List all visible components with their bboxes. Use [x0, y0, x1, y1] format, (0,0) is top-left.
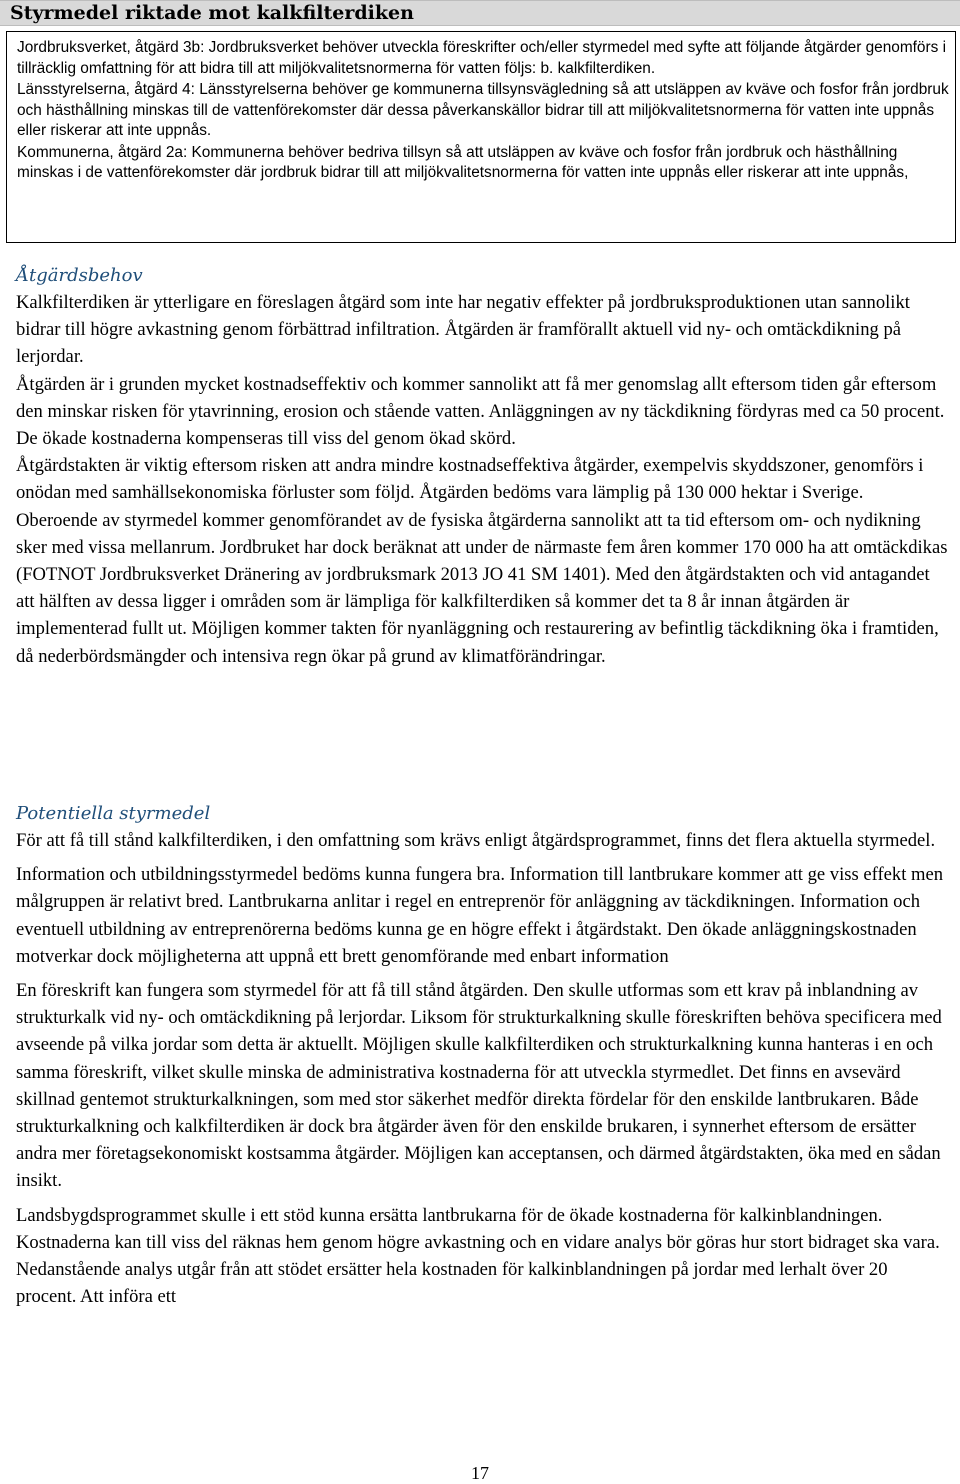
- page-title: Styrmedel riktade mot kalkfilterdiken: [10, 2, 414, 24]
- page-number: 17: [471, 1463, 489, 1483]
- heading-atgardsbehov: Åtgärdsbehov: [16, 265, 143, 286]
- body-paragraph: Åtgärden är i grunden mycket kostnadseffektiv och kommer sannolikt att få mer genomslag allt eftersom tiden går eftersom den minskar risken för ytavrinning, erosion och stående vatten. Anläggningen av ny täckdikning fördyras med ca 50 procent. De ökade kostnaderna kompenseras till viss del genom ökad skörd.: [16, 373, 945, 450]
- info-paragraph-lansstyrelserna: Länsstyrelserna, åtgärd 4: Länsstyrelserna behöver ge kommunerna tillsynsvägledning så att utsläppen av kväve och fosfor från jordbruk och hästhållning minskas till de vattenförekomster där dessa påverkanskällor bidrar till att miljökvalitetsnormerna för vatten inte uppnås eller riskerar att inte uppnås.: [17, 81, 949, 139]
- styrmedel-body: [16, 827, 950, 1310]
- body-paragraph: Åtgärdstakten är viktig eftersom risken att andra mindre kostnadseffektiva åtgärder, exempelvis skyddszoner, genomförs i onödan med samhällsekonomiska förluster som följd. Åtgärden bedöms vara lämplig på 130 000 hektar i Sverige.: [16, 455, 924, 504]
- body-paragraph: Kalkfilterdiken är ytterligare en föreslagen åtgärd som inte har negativ effekter på jordbruksproduktionen utan sannolikt bidrar till högre avkastning genom förbättrad infiltration. Åtgärden är framförallt aktuell vid ny- och omtäckdikning på lerjordar.: [16, 292, 910, 368]
- info-paragraph-jordbruksverket: Jordbruksverket, åtgärd 3b: Jordbruksverket behöver utveckla föreskrifter och/eller styrmedel med syfte att följande åtgärder genomförs i tillräcklig omfattning för att bidra till att miljökvalitetsnormerna för vatten följs: b. kalkfilterdiken.: [17, 39, 946, 77]
- body-paragraph: För att få till stånd kalkfilterdiken, i den omfattning som krävs enligt åtgärdsprogrammet, finns det flera aktuella styrmedel.: [16, 830, 936, 851]
- body-paragraph: Oberoende av styrmedel kommer genomförandet av de fysiska åtgärderna sannolikt att ta tid eftersom om- och nydikning sker med vissa mellanrum. Jordbruket har dock beräknat att under de närmaste fem åren kommer 170 000 ha att omtäckdikas (FOTNOT Jordbruksverket Dränering av jordbruksmark 2013 JO 41 SM 1401). Med den åtgärdstakten och vid antagandet att hälften av dessa ligger i områden som är lämpliga för kalkfilterdiken så kommer det ta 8 år innan åtgärden är implementerad fullt ut. Möjligen kommer takten för nyanläggning och restaurering av befintlig täckdikning öka i framtiden, då nederbördsmängder och intensiva regn ökar på grund av klimatförändringar.: [16, 509, 948, 667]
- heading-potentiella-styrmedel: Potentiella styrmedel: [16, 803, 211, 824]
- body-paragraph: En föreskrift kan fungera som styrmedel för att få till stånd åtgärden. Den skulle utformas som ett krav på inblandning av strukturkalk vid ny- och omtäckdikning på lerjordar. Liksom för strukturkalkning skulle föreskriften behöva specificera med avseende på vilka jordar som detta är aktuellt. Möjligen skulle kalkfilterdiken och strukturkalkning kunna hanteras i en och samma föreskrift, vilket skulle minska de administrativa kostnaderna för att utveckla styrmedlet. Det finns en avsevärd skillnad gentemot strukturkalkningen, som med stor säkerhet medför direkta fördelar för den enskilde lantbrukaren. Både strukturkalkning och kalkfilterdiken är dock bra åtgärder även för den enskilde brukaren, i synnerhet eftersom de ersätter andra mer företagsekonomiskt kostsamma åtgärder. Möjligen kan acceptansen, och därmed åtgärdstakten, öka med en sådan insikt.: [16, 980, 942, 1192]
- measures-info-box: [6, 31, 956, 243]
- atgardsbehov-body: [16, 289, 950, 670]
- info-paragraph-kommunerna: Kommunerna, åtgärd 2a: Kommunerna behöver bedriva tillsyn så att utsläppen av kväve och fosfor från jordbruk och hästhållning minskas i de vattenförekomster där jordbruk bidrar till att miljökvalitetsnormerna för vatten inte uppnås eller riskerar att inte uppnås,: [17, 143, 909, 181]
- body-paragraph: Information och utbildningsstyrmedel bedöms kunna fungera bra. Information till lantbrukare kommer att ge viss effekt men målgruppen är relativt bred. Lantbrukarna anlitar i regel en entreprenör för anläggning av täckdikningen. Information och eventuell utbildning av entreprenörerna bedöms kunna ge en högre effekt i åtgärdstakt. Den ökade anläggningskostnaden motverkar dock möjligheterna att uppnå ett brett genomförande med enbart information: [16, 864, 944, 967]
- body-paragraph: Landsbygdsprogrammet skulle i ett stöd kunna ersätta lantbrukarna för de ökade kostnaderna för kalkinblandningen. Kostnaderna kan till viss del räknas hem genom högre avkastning och en vidare analys bör göras hur stort bidraget ska vara. Nedanstående analys utgår från att stödet ersätter hela kostnaden för kalkinblandningen på jordar med lerhalt över 20 procent. Att införa ett: [16, 1204, 940, 1308]
- section-header-bar: [0, 0, 960, 26]
